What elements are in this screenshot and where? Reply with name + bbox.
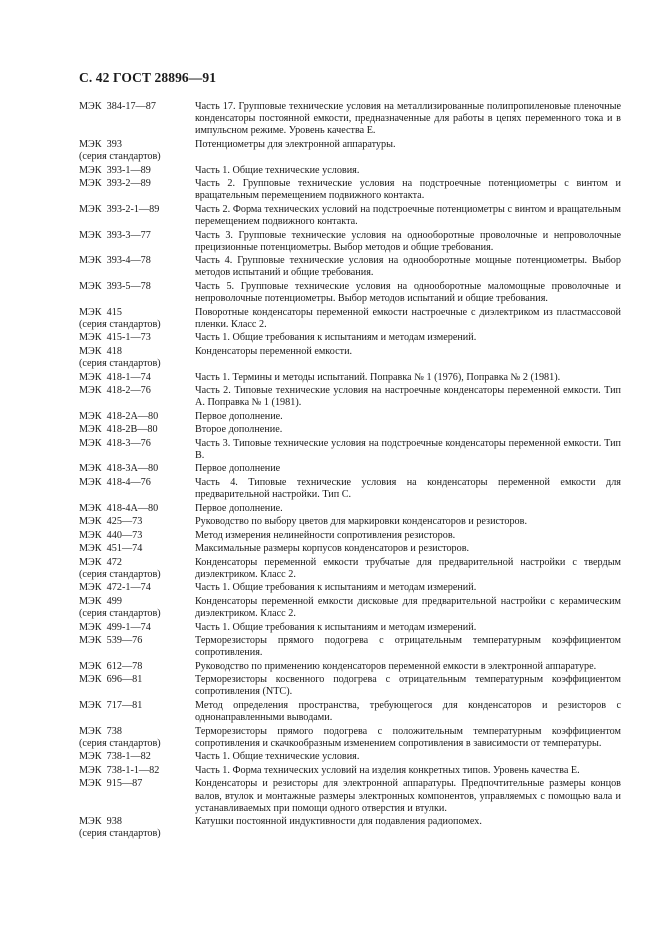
standard-description: Терморезисторы прямого подогрева с положительным температурным коэффициентом сопротивления и скачкообразным изменением сопротивления в зависимости от температуры. bbox=[195, 725, 621, 749]
standard-description: Часть 17. Групповые технические условия на металлизированные полипропиленовые пленочные конденсаторы постоянной емкости, предназначенные для работы в цепях переменного тока и в импульсном режиме. Уровень качества Е. bbox=[195, 101, 621, 137]
standard-code bbox=[79, 101, 195, 138]
standard-series-note: (серия стандартов) bbox=[79, 358, 161, 370]
standard-description: Второе дополнение. bbox=[195, 424, 283, 436]
list-item bbox=[79, 463, 621, 475]
standard-description: Терморезисторы косвенного подогрева с отрицательным температурным коэффициентом сопротивления (NTC). bbox=[195, 674, 621, 698]
standard-code-line: МЭК 472-1—74 bbox=[79, 582, 151, 594]
standard-description: Метод измерения нелинейности сопротивления резисторов. bbox=[195, 529, 456, 541]
standard-code-line: МЭК 418-2В—80 bbox=[79, 424, 158, 436]
standard-description: Часть 5. Групповые технические условия на однооборотные маломощные проволочные и непроволочные потенциометры. Выбор методов испытаний и общие требования. bbox=[195, 280, 621, 305]
standard-code-line: МЭК 938 bbox=[79, 816, 122, 828]
list-item bbox=[79, 385, 621, 409]
list-item bbox=[79, 751, 621, 763]
standard-code bbox=[79, 477, 195, 501]
list-item bbox=[79, 101, 621, 138]
standards-list bbox=[79, 101, 621, 841]
list-item bbox=[79, 557, 621, 581]
standard-code bbox=[79, 139, 195, 163]
standard-code-line: МЭК 415-1—73 bbox=[79, 332, 151, 344]
standard-code bbox=[79, 424, 195, 436]
standard-code bbox=[79, 661, 195, 673]
list-item bbox=[79, 178, 621, 202]
list-item bbox=[79, 477, 621, 501]
list-item bbox=[79, 622, 621, 634]
list-item bbox=[79, 765, 621, 777]
standard-code-line: МЭК 738 bbox=[79, 725, 122, 737]
standard-description: Часть 1. Общие технические условия. bbox=[195, 751, 360, 763]
standard-code bbox=[79, 255, 195, 279]
standard-code bbox=[79, 596, 195, 620]
standard-code bbox=[79, 726, 195, 750]
list-item bbox=[79, 255, 621, 279]
list-item bbox=[79, 674, 621, 698]
list-item bbox=[79, 516, 621, 528]
list-item bbox=[79, 661, 621, 673]
standard-code bbox=[79, 557, 195, 581]
standard-code-line: МЭК 393-4—78 bbox=[79, 255, 151, 267]
standard-description: Часть 1. Форма технических условий на изделия конкретных типов. Уровень качества Е. bbox=[195, 764, 580, 776]
standard-description: Часть 2. Форма технических условий на подстроечные потенциометры с винтом и вращательным перемещением подвижного контакта. bbox=[195, 203, 621, 228]
standard-code-line: МЭК 472 bbox=[79, 556, 122, 568]
list-item bbox=[79, 411, 621, 423]
standard-code-line: МЭК 738-1—82 bbox=[79, 751, 151, 763]
standard-description: Метод определения пространства, требующегося для конденсаторов и резисторов с однонаправленными выводами. bbox=[195, 699, 621, 724]
standard-description: Часть 2. Групповые технические условия на подстроечные потенциометры с винтом и вращательным перемещением подвижного контакта. bbox=[195, 178, 621, 202]
standard-code bbox=[79, 165, 195, 177]
standard-code-line: МЭК 499-1—74 bbox=[79, 621, 151, 633]
list-item bbox=[79, 778, 621, 815]
list-item bbox=[79, 307, 621, 331]
standard-code bbox=[79, 530, 195, 542]
standard-code-line: МЭК 418 bbox=[79, 345, 122, 357]
standard-code bbox=[79, 622, 195, 634]
standard-code-line: МЭК 384-17—87 bbox=[79, 101, 156, 112]
standard-code bbox=[79, 765, 195, 777]
standard-code bbox=[79, 503, 195, 515]
standard-description: Часть 4. Типовые технические условия на конденсаторы переменной емкости для предварительной настройки. Тип С. bbox=[195, 476, 621, 501]
standard-code bbox=[79, 816, 195, 840]
standard-code-line: МЭК 612—78 bbox=[79, 660, 143, 672]
standard-code bbox=[79, 751, 195, 763]
standard-code bbox=[79, 543, 195, 555]
list-item bbox=[79, 332, 621, 344]
standard-description: Первое дополнение bbox=[195, 463, 281, 475]
standard-description: Часть 1. Общие требования к испытаниям и методам измерений. bbox=[195, 582, 477, 594]
standard-description: Конденсаторы переменной емкости трубчатые для предварительной настройки с твердым диэлектриком. Класс 2. bbox=[195, 556, 621, 580]
standard-description: Часть 3. Групповые технические условия на однооборотные проволочные и непроволочные прецизионные потенциометры. Выбор методов и общие требования. bbox=[195, 229, 621, 253]
standard-code-line: МЭК 393-1—89 bbox=[79, 164, 151, 176]
standard-code-line: МЭК 440—73 bbox=[79, 529, 143, 541]
standard-code bbox=[79, 307, 195, 331]
standard-description: Часть 1. Общие требования к испытаниям и методам измерений. bbox=[195, 621, 477, 633]
standard-description: Часть 2. Типовые технические условия на настроечные конденсаторы переменной емкости. Тип А. Поправка № 1 (1981). bbox=[195, 385, 621, 409]
standard-code-line: МЭК 415 bbox=[79, 306, 122, 318]
list-item bbox=[79, 726, 621, 750]
standard-description: Потенциометры для электронной аппаратуры. bbox=[195, 138, 396, 150]
standard-description: Часть 3. Типовые технические условия на подстроечные конденсаторы переменной емкости. Тип В. bbox=[195, 437, 621, 461]
standard-description: Часть 4. Групповые технические условия на однооборотные мощные потенциометры. Выбор методов испытаний и общие требования. bbox=[195, 255, 621, 279]
list-item bbox=[79, 543, 621, 555]
standard-code-line: МЭК 696—81 bbox=[79, 674, 143, 686]
standard-series-note: (серия стандартов) bbox=[79, 151, 161, 163]
standard-description: Первое дополнение. bbox=[195, 502, 283, 514]
standard-code bbox=[79, 346, 195, 370]
standard-code bbox=[79, 178, 195, 202]
list-item bbox=[79, 582, 621, 594]
standard-code-line: МЭК 451—74 bbox=[79, 543, 143, 555]
standard-description: Максимальные размеры корпусов конденсаторов и резисторов. bbox=[195, 543, 470, 555]
standard-description: Конденсаторы и резисторы для электронной аппаратуры. Предпочтительные размеры концов валов, втулок и монтажные размеры электронных компонентов, управляемых с помощью вала и устанавливаемых при помощи одного отверстия и втулки. bbox=[195, 778, 621, 814]
list-item bbox=[79, 700, 621, 724]
standard-series-note: (серия стандартов) bbox=[79, 737, 161, 749]
standard-code-line: МЭК 418-2А—80 bbox=[79, 410, 159, 422]
standard-code bbox=[79, 582, 195, 594]
standard-code bbox=[79, 778, 195, 815]
standard-code bbox=[79, 332, 195, 344]
list-item bbox=[79, 281, 621, 305]
standard-code bbox=[79, 204, 195, 228]
standard-code bbox=[79, 700, 195, 724]
standard-code-line: МЭК 418-3—76 bbox=[79, 437, 151, 449]
standard-code-line: МЭК 915—87 bbox=[79, 778, 143, 790]
page-header: С. 42 ГОСТ 28896—91 bbox=[79, 70, 217, 85]
standard-description: Руководство по применению конденсаторов переменной емкости в электронной аппаратуре. bbox=[195, 660, 597, 672]
standard-code bbox=[79, 385, 195, 409]
standard-code-line: МЭК 418-1—74 bbox=[79, 371, 151, 383]
standard-code-line: МЭК 418-4—76 bbox=[79, 476, 151, 488]
standard-code-line: МЭК 717—81 bbox=[79, 699, 143, 711]
list-item bbox=[79, 816, 621, 840]
list-item bbox=[79, 204, 621, 228]
standard-code-line: МЭК 393-5—78 bbox=[79, 280, 151, 292]
standard-code-line: МЭК 418-2—76 bbox=[79, 385, 151, 397]
standard-description: Катушки постоянной индуктивности для подавления радиопомех. bbox=[195, 816, 482, 828]
standard-series-note: (серия стандартов) bbox=[79, 608, 161, 620]
standard-description: Поворотные конденсаторы переменной емкости настроечные с диэлектриком из пластмассовой пленки. Класс 2. bbox=[195, 306, 621, 330]
standard-code bbox=[79, 438, 195, 462]
list-item bbox=[79, 139, 621, 163]
standard-code bbox=[79, 230, 195, 254]
standard-code-line: МЭК 425—73 bbox=[79, 516, 143, 528]
standard-code-line: МЭК 393-2—89 bbox=[79, 178, 151, 190]
standard-description: Руководство по выбору цветов для маркировки конденсаторов и резисторов. bbox=[195, 516, 528, 528]
standard-code-line: МЭК 393 bbox=[79, 138, 122, 150]
standard-description: Конденсаторы переменной емкости дисковые для предварительной настройки с керамическим диэлектриком. Класс 2. bbox=[195, 595, 621, 620]
list-item bbox=[79, 503, 621, 515]
list-item bbox=[79, 438, 621, 462]
standard-description: Часть 1. Термины и методы испытаний. Поправка № 1 (1976), Поправка № 2 (1981). bbox=[195, 371, 561, 383]
list-item bbox=[79, 596, 621, 620]
standard-code-line: МЭК 393-3—77 bbox=[79, 229, 151, 241]
standard-code-line: МЭК 499 bbox=[79, 595, 122, 607]
standard-code bbox=[79, 411, 195, 423]
standard-description: Терморезисторы прямого подогрева с отрицательным температурным коэффициентом сопротивления. bbox=[195, 635, 621, 659]
standard-code bbox=[79, 281, 195, 305]
list-item bbox=[79, 372, 621, 384]
standard-code-line: МЭК 418-3А—80 bbox=[79, 463, 159, 475]
list-item bbox=[79, 230, 621, 254]
list-item bbox=[79, 635, 621, 659]
list-item bbox=[79, 346, 621, 370]
standard-code bbox=[79, 372, 195, 384]
standard-code-line: МЭК 738-1-1—82 bbox=[79, 764, 160, 776]
standard-code bbox=[79, 635, 195, 659]
standard-series-note: (серия стандартов) bbox=[79, 318, 161, 330]
standard-description: Первое дополнение. bbox=[195, 410, 283, 422]
standard-code-line: МЭК 418-4А—80 bbox=[79, 502, 159, 514]
standard-code-line: МЭК 539—76 bbox=[79, 635, 143, 647]
standard-code bbox=[79, 463, 195, 475]
list-item bbox=[79, 165, 621, 177]
standard-description: Часть 1. Общие требования к испытаниям и методам измерений. bbox=[195, 332, 477, 344]
list-item bbox=[79, 424, 621, 436]
standard-description: Конденсаторы переменной емкости. bbox=[195, 345, 353, 357]
standard-series-note: (серия стандартов) bbox=[79, 828, 161, 840]
standard-code bbox=[79, 516, 195, 528]
list-item bbox=[79, 530, 621, 542]
standard-code-line: МЭК 393-2-1—89 bbox=[79, 203, 160, 215]
standard-description: Часть 1. Общие технические условия. bbox=[195, 164, 360, 176]
standard-series-note: (серия стандартов) bbox=[79, 568, 161, 580]
standard-code bbox=[79, 674, 195, 698]
